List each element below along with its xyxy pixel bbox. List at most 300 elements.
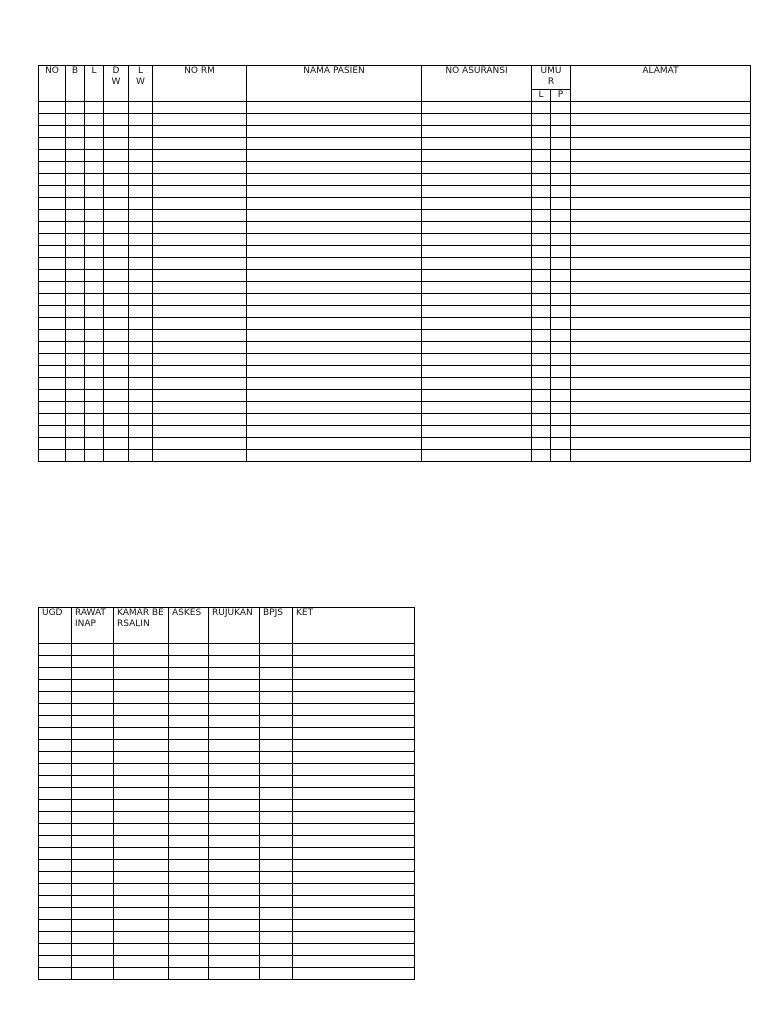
table-cell[interactable] [85,102,104,114]
table-cell[interactable] [169,968,209,980]
table-cell[interactable] [293,956,415,968]
table-cell[interactable] [153,150,247,162]
table-cell[interactable] [169,716,209,728]
table-cell[interactable] [114,944,169,956]
table-cell[interactable] [532,306,551,318]
table-cell[interactable] [209,956,260,968]
table-cell[interactable] [551,438,571,450]
table-cell[interactable] [66,114,85,126]
table-cell[interactable] [85,210,104,222]
table-cell[interactable] [169,836,209,848]
table-cell[interactable] [293,812,415,824]
table-cell[interactable] [532,162,551,174]
table-cell[interactable] [532,402,551,414]
table-cell[interactable] [72,656,114,668]
table-cell[interactable] [532,150,551,162]
table-cell[interactable] [72,836,114,848]
table-cell[interactable] [129,150,153,162]
table-cell[interactable] [39,198,66,210]
table-cell[interactable] [85,150,104,162]
table-cell[interactable] [209,740,260,752]
table-cell[interactable] [129,342,153,354]
table-cell[interactable] [571,186,751,198]
table-cell[interactable] [551,234,571,246]
table-cell[interactable] [153,186,247,198]
table-cell[interactable] [571,114,751,126]
table-cell[interactable] [39,812,72,824]
table-cell[interactable] [66,174,85,186]
table-cell[interactable] [247,198,422,210]
table-cell[interactable] [293,800,415,812]
table-cell[interactable] [247,174,422,186]
table-cell[interactable] [551,162,571,174]
table-cell[interactable] [532,318,551,330]
table-cell[interactable] [129,378,153,390]
table-cell[interactable] [247,138,422,150]
table-cell[interactable] [39,920,72,932]
table-cell[interactable] [104,258,129,270]
table-cell[interactable] [104,246,129,258]
table-cell[interactable] [114,656,169,668]
table-cell[interactable] [153,402,247,414]
table-cell[interactable] [114,740,169,752]
table-cell[interactable] [129,414,153,426]
table-cell[interactable] [169,824,209,836]
table-cell[interactable] [129,138,153,150]
table-cell[interactable] [72,740,114,752]
table-cell[interactable] [129,426,153,438]
table-cell[interactable] [260,908,293,920]
table-cell[interactable] [129,366,153,378]
table-cell[interactable] [129,282,153,294]
table-cell[interactable] [260,704,293,716]
table-cell[interactable] [66,138,85,150]
table-cell[interactable] [260,800,293,812]
table-cell[interactable] [247,450,422,462]
table-cell[interactable] [85,414,104,426]
table-cell[interactable] [39,366,66,378]
table-cell[interactable] [422,150,532,162]
table-cell[interactable] [39,836,72,848]
table-cell[interactable] [104,138,129,150]
table-cell[interactable] [422,354,532,366]
table-cell[interactable] [153,414,247,426]
table-cell[interactable] [66,390,85,402]
table-cell[interactable] [66,294,85,306]
table-cell[interactable] [260,884,293,896]
table-cell[interactable] [209,656,260,668]
table-cell[interactable] [39,234,66,246]
table-cell[interactable] [293,944,415,956]
table-cell[interactable] [209,908,260,920]
table-cell[interactable] [260,692,293,704]
table-cell[interactable] [114,644,169,656]
table-cell[interactable] [85,270,104,282]
table-cell[interactable] [532,114,551,126]
table-cell[interactable] [72,764,114,776]
table-cell[interactable] [72,788,114,800]
table-cell[interactable] [571,162,751,174]
table-cell[interactable] [247,258,422,270]
table-cell[interactable] [169,848,209,860]
table-cell[interactable] [85,342,104,354]
table-cell[interactable] [169,932,209,944]
table-cell[interactable] [153,174,247,186]
table-cell[interactable] [260,764,293,776]
table-cell[interactable] [260,776,293,788]
table-cell[interactable] [72,908,114,920]
table-cell[interactable] [104,402,129,414]
table-cell[interactable] [114,860,169,872]
table-cell[interactable] [532,390,551,402]
table-cell[interactable] [293,908,415,920]
table-cell[interactable] [169,908,209,920]
table-cell[interactable] [66,426,85,438]
table-cell[interactable] [551,342,571,354]
table-cell[interactable] [104,438,129,450]
table-cell[interactable] [39,294,66,306]
table-cell[interactable] [129,258,153,270]
table-cell[interactable] [153,222,247,234]
table-cell[interactable] [153,366,247,378]
table-cell[interactable] [85,126,104,138]
table-cell[interactable] [293,680,415,692]
table-cell[interactable] [72,716,114,728]
table-cell[interactable] [169,644,209,656]
table-cell[interactable] [571,366,751,378]
table-cell[interactable] [260,824,293,836]
table-cell[interactable] [72,896,114,908]
table-cell[interactable] [571,426,751,438]
table-cell[interactable] [209,932,260,944]
table-cell[interactable] [114,716,169,728]
table-cell[interactable] [169,668,209,680]
table-cell[interactable] [293,968,415,980]
table-cell[interactable] [551,450,571,462]
table-cell[interactable] [532,438,551,450]
table-cell[interactable] [247,378,422,390]
table-cell[interactable] [422,438,532,450]
table-cell[interactable] [571,342,751,354]
table-cell[interactable] [209,872,260,884]
table-cell[interactable] [422,342,532,354]
table-cell[interactable] [551,390,571,402]
table-cell[interactable] [293,656,415,668]
table-cell[interactable] [532,222,551,234]
table-cell[interactable] [293,668,415,680]
table-cell[interactable] [571,354,751,366]
table-cell[interactable] [66,342,85,354]
table-cell[interactable] [114,692,169,704]
table-cell[interactable] [114,776,169,788]
table-cell[interactable] [422,222,532,234]
table-cell[interactable] [114,704,169,716]
table-cell[interactable] [39,776,72,788]
table-cell[interactable] [66,378,85,390]
table-cell[interactable] [532,378,551,390]
table-cell[interactable] [39,872,72,884]
table-cell[interactable] [422,270,532,282]
table-cell[interactable] [293,836,415,848]
table-cell[interactable] [39,704,72,716]
table-cell[interactable] [153,378,247,390]
table-cell[interactable] [293,884,415,896]
table-cell[interactable] [104,114,129,126]
table-cell[interactable] [66,306,85,318]
table-cell[interactable] [153,354,247,366]
table-cell[interactable] [114,968,169,980]
table-cell[interactable] [72,812,114,824]
table-cell[interactable] [39,884,72,896]
table-cell[interactable] [209,848,260,860]
table-cell[interactable] [260,956,293,968]
table-cell[interactable] [85,378,104,390]
table-cell[interactable] [114,680,169,692]
table-cell[interactable] [422,450,532,462]
table-cell[interactable] [260,740,293,752]
table-cell[interactable] [169,944,209,956]
table-cell[interactable] [72,920,114,932]
table-cell[interactable] [114,824,169,836]
table-cell[interactable] [153,342,247,354]
table-cell[interactable] [422,402,532,414]
table-cell[interactable] [114,848,169,860]
table-cell[interactable] [39,944,72,956]
table-cell[interactable] [551,366,571,378]
table-cell[interactable] [39,800,72,812]
table-cell[interactable] [104,390,129,402]
table-cell[interactable] [72,872,114,884]
table-cell[interactable] [66,162,85,174]
table-cell[interactable] [209,860,260,872]
table-cell[interactable] [129,294,153,306]
table-cell[interactable] [260,920,293,932]
table-cell[interactable] [247,282,422,294]
table-cell[interactable] [39,692,72,704]
table-cell[interactable] [114,896,169,908]
table-cell[interactable] [247,366,422,378]
table-cell[interactable] [39,330,66,342]
table-cell[interactable] [85,426,104,438]
table-cell[interactable] [39,426,66,438]
table-cell[interactable] [247,150,422,162]
table-cell[interactable] [39,764,72,776]
table-cell[interactable] [72,944,114,956]
table-cell[interactable] [85,138,104,150]
table-cell[interactable] [72,752,114,764]
table-cell[interactable] [39,318,66,330]
table-cell[interactable] [39,114,66,126]
table-cell[interactable] [85,198,104,210]
table-cell[interactable] [39,896,72,908]
table-cell[interactable] [114,728,169,740]
table-cell[interactable] [85,258,104,270]
table-cell[interactable] [571,438,751,450]
table-cell[interactable] [422,162,532,174]
table-cell[interactable] [247,414,422,426]
table-cell[interactable] [104,174,129,186]
table-cell[interactable] [422,294,532,306]
table-cell[interactable] [209,836,260,848]
table-cell[interactable] [209,824,260,836]
table-cell[interactable] [551,102,571,114]
table-cell[interactable] [247,234,422,246]
table-cell[interactable] [571,102,751,114]
table-cell[interactable] [247,294,422,306]
table-cell[interactable] [129,102,153,114]
table-cell[interactable] [169,896,209,908]
table-cell[interactable] [66,438,85,450]
table-cell[interactable] [551,330,571,342]
table-cell[interactable] [153,234,247,246]
table-cell[interactable] [153,210,247,222]
table-cell[interactable] [39,860,72,872]
table-cell[interactable] [104,294,129,306]
table-cell[interactable] [247,114,422,126]
table-cell[interactable] [72,848,114,860]
table-cell[interactable] [66,150,85,162]
table-cell[interactable] [209,812,260,824]
table-cell[interactable] [114,788,169,800]
table-cell[interactable] [209,644,260,656]
table-cell[interactable] [72,860,114,872]
table-cell[interactable] [260,728,293,740]
table-cell[interactable] [532,342,551,354]
table-cell[interactable] [551,318,571,330]
table-cell[interactable] [532,294,551,306]
table-cell[interactable] [39,680,72,692]
table-cell[interactable] [114,812,169,824]
table-cell[interactable] [169,920,209,932]
table-cell[interactable] [422,138,532,150]
table-cell[interactable] [209,968,260,980]
table-cell[interactable] [104,426,129,438]
table-cell[interactable] [72,704,114,716]
table-cell[interactable] [129,162,153,174]
table-cell[interactable] [72,692,114,704]
table-cell[interactable] [293,860,415,872]
table-cell[interactable] [551,114,571,126]
table-cell[interactable] [39,222,66,234]
table-cell[interactable] [104,450,129,462]
table-cell[interactable] [153,258,247,270]
table-cell[interactable] [551,414,571,426]
table-cell[interactable] [39,824,72,836]
table-cell[interactable] [209,884,260,896]
table-cell[interactable] [114,836,169,848]
table-cell[interactable] [129,114,153,126]
table-cell[interactable] [85,162,104,174]
table-cell[interactable] [247,438,422,450]
table-cell[interactable] [551,270,571,282]
table-cell[interactable] [532,138,551,150]
table-cell[interactable] [72,968,114,980]
table-cell[interactable] [72,932,114,944]
table-cell[interactable] [551,126,571,138]
table-cell[interactable] [260,644,293,656]
table-cell[interactable] [39,848,72,860]
table-cell[interactable] [169,788,209,800]
table-cell[interactable] [153,126,247,138]
table-cell[interactable] [293,644,415,656]
table-cell[interactable] [129,126,153,138]
table-cell[interactable] [104,318,129,330]
table-cell[interactable] [66,354,85,366]
table-cell[interactable] [571,282,751,294]
table-cell[interactable] [114,872,169,884]
table-cell[interactable] [209,668,260,680]
table-cell[interactable] [153,390,247,402]
table-cell[interactable] [66,246,85,258]
table-cell[interactable] [571,198,751,210]
table-cell[interactable] [551,138,571,150]
table-cell[interactable] [153,138,247,150]
table-cell[interactable] [39,656,72,668]
table-cell[interactable] [169,692,209,704]
table-cell[interactable] [422,246,532,258]
table-cell[interactable] [66,222,85,234]
table-cell[interactable] [247,222,422,234]
table-cell[interactable] [571,210,751,222]
table-cell[interactable] [247,162,422,174]
table-cell[interactable] [293,704,415,716]
table-cell[interactable] [129,390,153,402]
table-cell[interactable] [153,426,247,438]
table-cell[interactable] [129,450,153,462]
table-cell[interactable] [129,330,153,342]
table-cell[interactable] [532,450,551,462]
table-cell[interactable] [247,330,422,342]
table-cell[interactable] [85,330,104,342]
table-cell[interactable] [72,884,114,896]
table-cell[interactable] [85,306,104,318]
table-cell[interactable] [153,162,247,174]
table-cell[interactable] [532,246,551,258]
table-cell[interactable] [129,234,153,246]
table-cell[interactable] [153,450,247,462]
table-cell[interactable] [551,210,571,222]
table-cell[interactable] [85,114,104,126]
table-cell[interactable] [532,366,551,378]
table-cell[interactable] [422,258,532,270]
table-cell[interactable] [293,776,415,788]
table-cell[interactable] [551,402,571,414]
table-cell[interactable] [247,354,422,366]
table-cell[interactable] [39,644,72,656]
table-cell[interactable] [247,186,422,198]
table-cell[interactable] [571,378,751,390]
table-cell[interactable] [571,174,751,186]
table-cell[interactable] [532,102,551,114]
table-cell[interactable] [104,126,129,138]
table-cell[interactable] [293,692,415,704]
table-cell[interactable] [532,426,551,438]
table-cell[interactable] [129,318,153,330]
table-cell[interactable] [209,800,260,812]
table-cell[interactable] [153,294,247,306]
table-cell[interactable] [85,390,104,402]
table-cell[interactable] [39,668,72,680]
table-cell[interactable] [39,150,66,162]
table-cell[interactable] [129,186,153,198]
table-cell[interactable] [85,174,104,186]
table-cell[interactable] [129,270,153,282]
table-cell[interactable] [129,246,153,258]
table-cell[interactable] [104,342,129,354]
table-cell[interactable] [129,174,153,186]
table-cell[interactable] [209,920,260,932]
table-cell[interactable] [39,342,66,354]
